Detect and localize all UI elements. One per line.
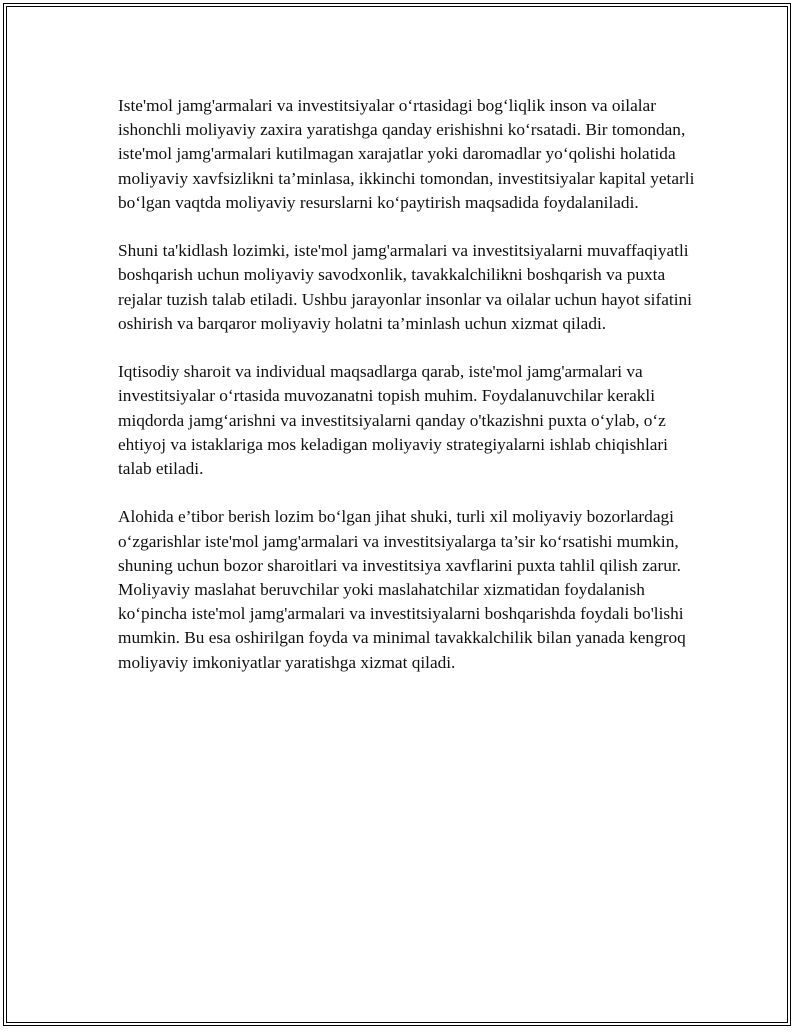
paragraph-3: Iqtisodiy sharoit va individual maqsadlarga qarab, iste'mol jamg'armalari va investitsiyalar o‘rtasida muvozanatni topish muhim. Foydalanuvchilar kerakli miqdorda jamg‘arishni va investitsiyalarni qanday o'tkazishni puxta o‘ylab, o‘z ehtiyoj va istaklariga mos keladigan moliyaviy strategiyalarni ishlab chiqishlari talab etiladi. — [118, 362, 668, 479]
paragraph-2: Shuni ta'kidlash lozimki, iste'mol jamg'armalari va investitsiyalarni muvaffaqiyatli boshqarish uchun moliyaviy savodxonlik, tavakkalchilikni boshqarish va puxta rejalar tuzish talab etiladi. Ushbu jarayonlar insonlar va oilalar uchun hayot sifatini oshirish va barqaror moliyaviy holatni ta’minlash uchun xizmat qiladi. — [118, 241, 692, 333]
paragraph-1: Iste'mol jamg'armalari va investitsiyalar o‘rtasidagi bog‘liqlik inson va oilalar ishonchli moliyaviy zaxira yaratishga qanday erishishni ko‘rsatadi. Bir tomondan, iste'mol jamg'armalari kutilmagan xarajatlar yoki daromadlar yo‘qolishi holatida moliyaviy xavfsizlikni ta’minlasa, ikkinchi tomondan, investitsiyalar kapital yetarli bo‘lgan vaqtda moliyaviy resurslarni ko‘paytirish maqsadida foydalaniladi. — [118, 96, 695, 212]
paragraph-4: Alohida e’tibor berish lozim bo‘lgan jihat shuki, turli xil moliyaviy bozorlardagi o‘zgarishlar iste'mol jamg'armalari va investitsiyalarga ta’sir ko‘rsatishi mumkin, shuning uchun bozor sharoitlari va investitsiya xavflarini puxta tahlil qilish zarur. Moliyaviy maslahat beruvchilar yoki maslahatchilar xizmatidan foydalanish ko‘pincha iste'mol jamg'armalari va investitsiyalarni boshqarishda foydali bo'lishi mumkin. Bu esa oshirilgan foyda va minimal tavakkalchilik bilan yanada kengroq moliyaviy imkoniyatlar yaratishga xizmat qiladi. — [118, 507, 686, 672]
document-body — [118, 94, 698, 699]
